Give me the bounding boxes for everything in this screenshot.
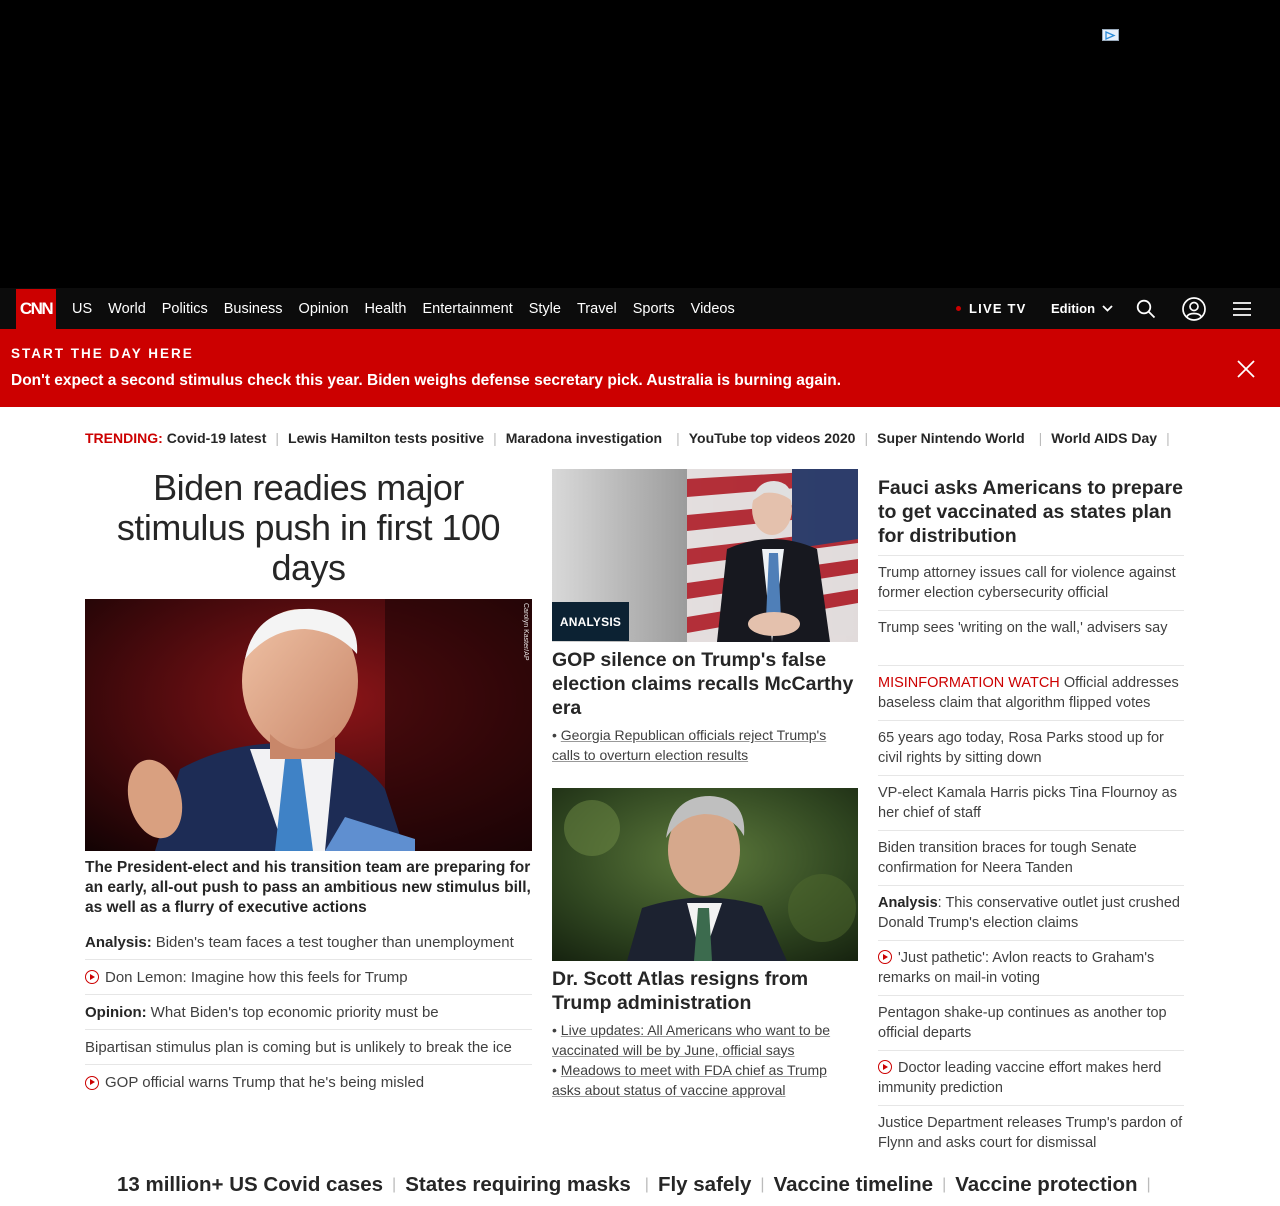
list-item[interactable]: [878, 666, 1184, 721]
list-item[interactable]: [85, 1065, 532, 1100]
list-item[interactable]: [878, 1106, 1184, 1161]
item-label: Analysis: [878, 895, 938, 911]
nav-item-health[interactable]: Health: [364, 300, 407, 317]
item-text: Biden's team faces a test tougher than unemployment: [155, 933, 514, 951]
nav-item-us[interactable]: US: [72, 300, 93, 317]
item-text: : This conservative outlet just crushed Donald Trump's election claims: [878, 895, 1180, 931]
card-title[interactable]: Dr. Scott Atlas resigns from Trump administration: [552, 968, 809, 1014]
item-text: 'Just pathetic': Avlon reacts to Graham's remarks on mail-in voting: [878, 950, 1155, 986]
right-column-headline[interactable]: Fauci asks Americans to prepare to get vaccinated as states plan for distribution: [878, 477, 1183, 547]
separator: |: [1038, 430, 1043, 446]
bottom-trending-links: [117, 1172, 1160, 1198]
separator: |: [1166, 430, 1170, 446]
item-text: VP-elect Kamala Harris picks Tina Flournoy as her chief of staff: [878, 785, 1177, 821]
list-item[interactable]: [878, 556, 1184, 611]
item-label: Analysis:: [85, 933, 152, 951]
list-item[interactable]: [85, 1030, 532, 1065]
item-text: Justice Department releases Trump's pardon of Flynn and asks court for dismissal: [878, 1115, 1183, 1151]
edition-label: Edition: [1051, 301, 1096, 316]
nav-item-sports[interactable]: Sports: [632, 300, 675, 317]
analysis-badge: ANALYSIS: [552, 602, 629, 641]
card-image-atlas[interactable]: [552, 788, 858, 961]
trending-item[interactable]: YouTube top videos 2020: [688, 430, 856, 446]
list-item[interactable]: [878, 831, 1184, 886]
separator: |: [1146, 1176, 1151, 1193]
item-text: Doctor leading vaccine effort makes herd immunity prediction: [878, 1060, 1162, 1096]
bottom-link[interactable]: 13 million+ US Covid cases: [117, 1173, 384, 1196]
card-sub-link[interactable]: • Meadows to meet with FDA chief as Trump asks about status of vaccine approval: [552, 1062, 827, 1098]
item-text: Pentagon shake-up continues as another top official departs: [878, 1005, 1167, 1041]
item-text: Biden transition braces for tough Senate confirmation for Neera Tanden: [878, 840, 1137, 876]
sub-link-text: Georgia Republican officials reject Trump's calls to overturn election results: [552, 727, 827, 763]
bottom-link[interactable]: Fly safely: [657, 1173, 752, 1196]
separator: |: [644, 1176, 649, 1193]
separator: |: [275, 430, 280, 446]
list-item[interactable]: [878, 1051, 1184, 1106]
photo-credit: Carolyn Kaster/AP: [522, 603, 529, 661]
play-icon: [85, 1076, 99, 1090]
trending-item[interactable]: Covid-19 latest: [166, 430, 267, 446]
live-tv-link[interactable]: [956, 301, 1027, 316]
bottom-link[interactable]: Vaccine protection: [955, 1173, 1138, 1196]
trending-item[interactable]: World AIDS Day: [1051, 430, 1158, 446]
item-text: Don Lemon: Imagine how this feels for Trump: [105, 968, 408, 986]
lead-caption[interactable]: The President-elect and his transition team are preparing for an early, all-out push to pass an ambitious new stimulus bill, as well as a flurry of executive actions: [85, 859, 531, 916]
item-label: MISINFORMATION WATCH: [878, 675, 1060, 691]
item-text: Trump attorney issues call for violence against former election cybersecurity official: [878, 565, 1176, 601]
list-item[interactable]: [878, 886, 1184, 941]
list-item[interactable]: [878, 721, 1184, 776]
nav-item-world[interactable]: World: [108, 300, 146, 317]
item-label: Opinion:: [85, 1003, 147, 1021]
list-item[interactable]: [878, 776, 1184, 831]
account-icon[interactable]: [1182, 297, 1206, 321]
nav-item-style[interactable]: Style: [528, 300, 561, 317]
item-text: GOP official warns Trump that he's being misled: [105, 1074, 425, 1091]
nav-item-business[interactable]: Business: [223, 300, 283, 317]
lead-related-list: [85, 925, 532, 1100]
nav-item-politics[interactable]: Politics: [161, 300, 208, 317]
lead-headline[interactable]: Biden readies major stimulus push in first 100 days: [116, 467, 501, 588]
list-item[interactable]: [878, 996, 1184, 1051]
item-text: Official addresses baseless claim that algorithm flipped votes: [878, 675, 1179, 711]
nav-item-videos[interactable]: Videos: [690, 300, 735, 317]
live-tv-label: LIVE TV: [969, 301, 1027, 316]
ad-choices-icon[interactable]: [1102, 29, 1119, 41]
trending-item[interactable]: Maradona investigation: [505, 430, 663, 446]
close-icon[interactable]: [1236, 359, 1256, 379]
list-item[interactable]: [85, 925, 532, 960]
right-column-list: [878, 555, 1184, 1161]
separator: |: [864, 430, 869, 446]
nav-items: [72, 288, 751, 329]
banner-headline[interactable]: Don't expect a second stimulus check this year. Biden weighs defense secretary pick. Australia is burning again.: [11, 372, 842, 389]
trending-bar: [85, 428, 1179, 448]
play-icon: [85, 970, 99, 984]
chevron-down-icon: [1102, 305, 1113, 312]
bottom-link[interactable]: States requiring masks: [405, 1173, 631, 1196]
bottom-link[interactable]: Vaccine timeline: [773, 1173, 934, 1196]
live-dot: [956, 306, 961, 311]
item-text: Bipartisan stimulus plan is coming but is unlikely to break the ice: [85, 1038, 512, 1056]
top-nav: [0, 288, 1280, 329]
separator: |: [942, 1176, 947, 1193]
sub-link-text: Live updates: All Americans who want to be vaccinated will be by June, official says: [552, 1022, 831, 1058]
trending-item[interactable]: Lewis Hamilton tests positive: [288, 430, 485, 446]
separator: |: [392, 1176, 397, 1193]
item-text: 65 years ago today, Rosa Parks stood up for civil rights by sitting down: [878, 730, 1164, 766]
nav-item-travel[interactable]: Travel: [576, 300, 617, 317]
ad-area: [0, 0, 1280, 288]
sub-link-text: Meadows to meet with FDA chief as Trump asks about status of vaccine approval: [552, 1062, 827, 1098]
list-item[interactable]: [878, 611, 1184, 666]
search-icon[interactable]: [1134, 297, 1158, 321]
trending-label: TRENDING:: [85, 430, 163, 446]
separator: |: [493, 430, 497, 446]
separator: |: [676, 430, 680, 446]
list-item[interactable]: [85, 960, 532, 995]
banner-kicker: START THE DAY HERE: [11, 346, 194, 361]
play-icon: [878, 950, 892, 964]
trending-item[interactable]: Super Nintendo World: [877, 430, 1025, 446]
item-text: Trump sees 'writing on the wall,' advisers say: [878, 620, 1168, 636]
card-sub-link[interactable]: • Georgia Republican officials reject Trump's calls to overturn election results: [552, 727, 827, 763]
cnn-logo[interactable]: [16, 289, 56, 329]
menu-icon[interactable]: [1230, 297, 1254, 321]
lead-image[interactable]: [85, 599, 532, 851]
list-item[interactable]: [878, 941, 1184, 996]
item-text: What Biden's top economic priority must be: [150, 1003, 439, 1021]
card-sub-link[interactable]: • Live updates: All Americans who want to be vaccinated will be by June, official says: [552, 1022, 831, 1058]
nav-item-entertainment[interactable]: Entertainment: [422, 300, 513, 317]
card-title[interactable]: GOP silence on Trump's false election claims recalls McCarthy era: [552, 649, 854, 719]
nav-item-opinion[interactable]: Opinion: [298, 300, 349, 317]
play-icon: [878, 1060, 892, 1074]
list-item[interactable]: [85, 995, 532, 1030]
edition-dropdown[interactable]: [1051, 301, 1113, 316]
logo-text: CNN: [19, 299, 53, 318]
start-the-day-banner[interactable]: [0, 329, 1280, 407]
separator: |: [760, 1176, 765, 1193]
